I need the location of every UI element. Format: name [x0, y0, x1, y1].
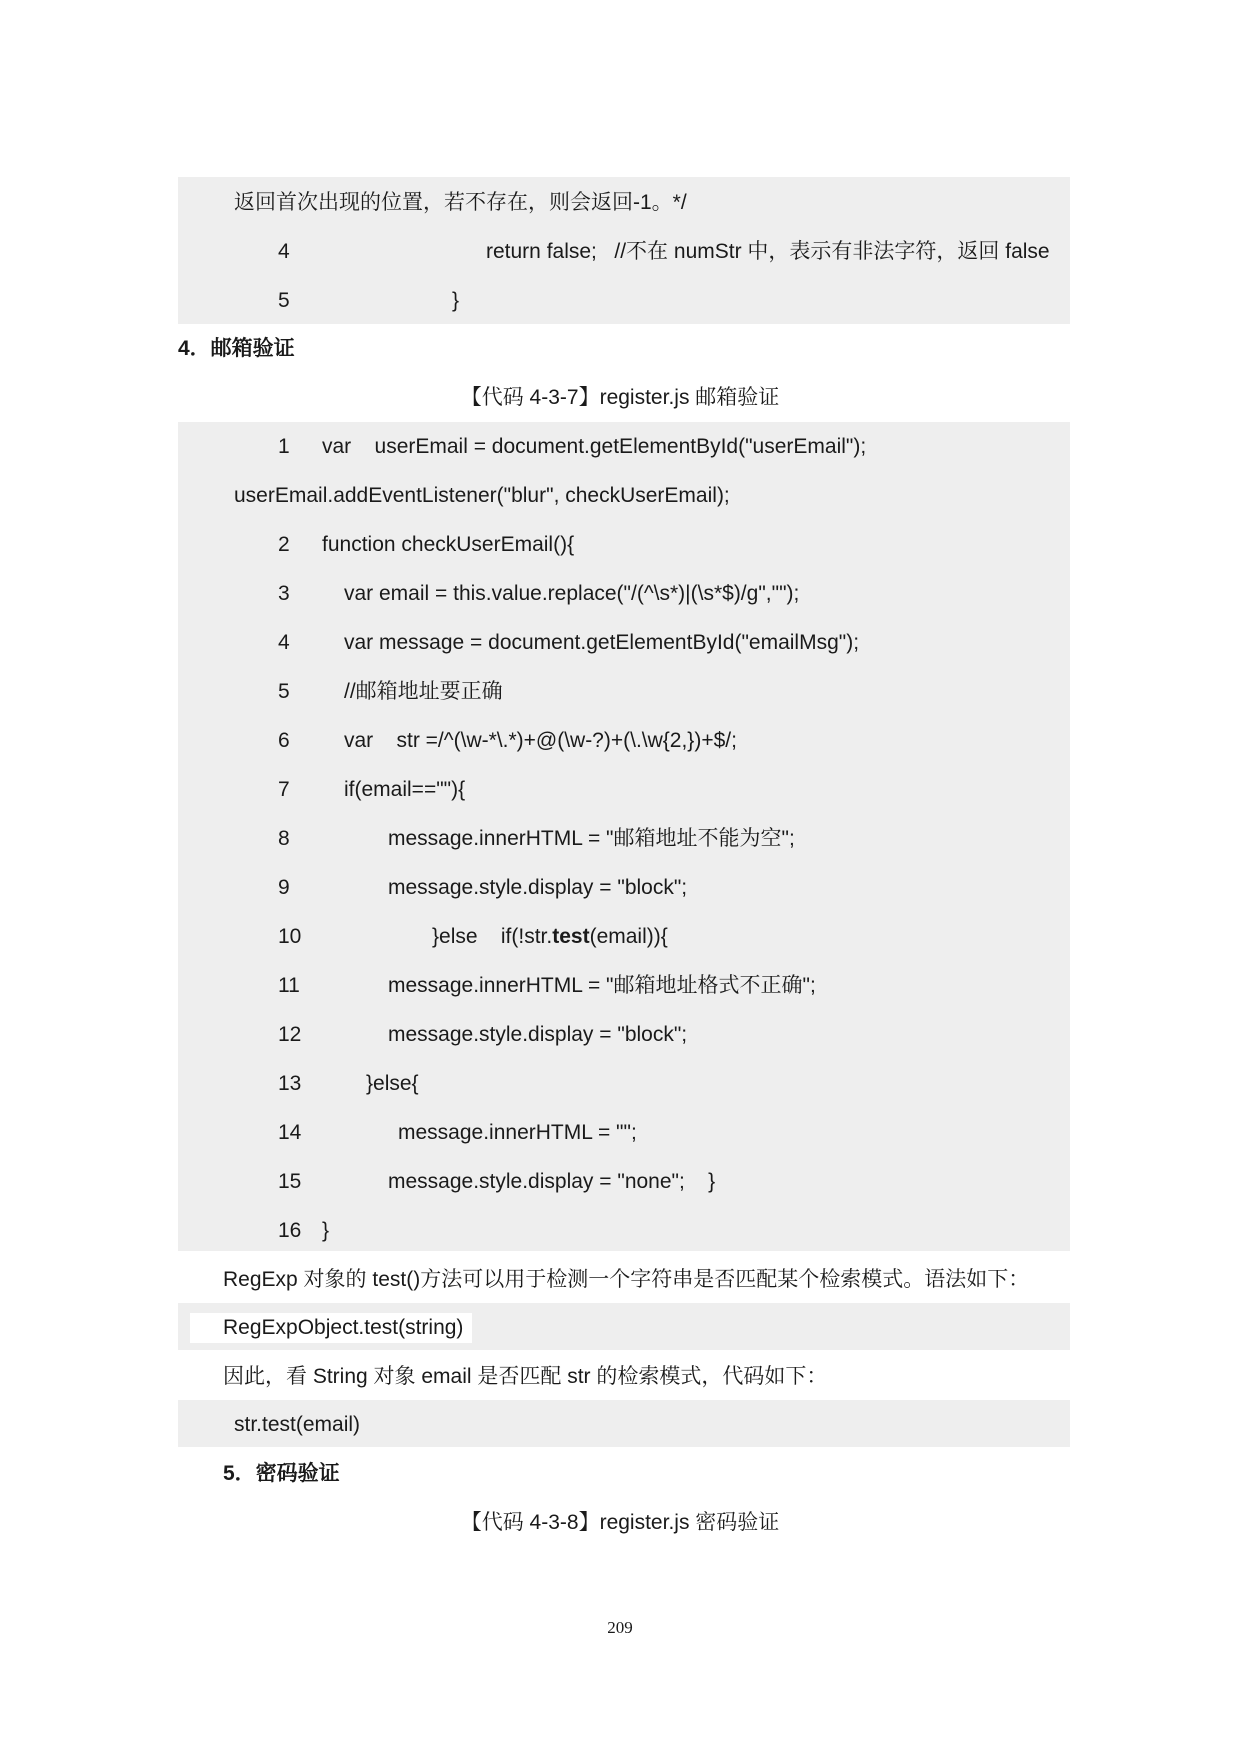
- code-line: message.innerHTML = "邮箱地址不能为空";: [388, 827, 795, 850]
- line-number: 4: [278, 631, 290, 654]
- example-line: str.test(email): [234, 1413, 361, 1436]
- line-number: 2: [278, 533, 290, 556]
- line-number: 12: [278, 1023, 302, 1046]
- line-number: 7: [278, 778, 290, 801]
- code-keyword-bold: test: [552, 925, 590, 948]
- paragraph-therefore: 因此，看 String 对象 email 是否匹配 str 的检索模式，代码如下：: [223, 1365, 828, 1388]
- code-line: message.innerHTML = "邮箱地址格式不正确";: [388, 974, 816, 997]
- code-line: message.style.display = "none"; }: [388, 1170, 716, 1193]
- code-line-continuation: userEmail.addEventListener("blur", checkUserEmail);: [234, 484, 730, 507]
- code-line: }: [452, 289, 460, 312]
- code-line: var str =/^(\w-*\.*)+@(\w-?)+(\.\w{2,})+$/;: [344, 729, 737, 752]
- line-number: 16: [278, 1219, 302, 1242]
- code-line: [432, 922, 668, 952]
- code-line: var message = document.getElementById("emailMsg");: [344, 631, 860, 654]
- line-number: 8: [278, 827, 290, 850]
- line-number: 1: [278, 435, 290, 458]
- line-number: 15: [278, 1170, 302, 1193]
- page-number: 209: [607, 1618, 633, 1637]
- code-line: //邮箱地址要正确: [344, 680, 503, 703]
- code-caption: 【代码 4-3-8】register.js 密码验证: [460, 1511, 780, 1534]
- code-line: var email = this.value.replace("/(^\s*)|(\s*$)/g","");: [344, 582, 800, 605]
- syntax-line: RegExpObject.test(string): [223, 1316, 464, 1339]
- line-number: 5: [278, 680, 290, 703]
- code-line: }else{: [366, 1072, 419, 1095]
- line-number: 4: [278, 240, 290, 263]
- code-comment-tail: 返回首次出现的位置，若不存在，则会返回-1。*/: [234, 191, 687, 214]
- line-number: 3: [278, 582, 290, 605]
- code-line: }: [322, 1219, 330, 1242]
- code-segment: (email)){: [589, 925, 668, 948]
- paragraph-regexp: RegExp 对象的 test()方法可以用于检测一个字符串是否匹配某个检索模式。语法如下：: [223, 1268, 1030, 1291]
- code-line: message.innerHTML = "";: [398, 1121, 637, 1144]
- line-number: 6: [278, 729, 290, 752]
- line-number: 10: [278, 925, 302, 948]
- line-number: 14: [278, 1121, 302, 1144]
- line-number: 11: [278, 974, 300, 997]
- code-line: var userEmail = document.getElementById("userEmail");: [322, 435, 867, 458]
- section-heading: 4．邮箱验证: [178, 337, 295, 360]
- code-line: function checkUserEmail(){: [322, 533, 575, 556]
- code-line: message.style.display = "block";: [388, 1023, 688, 1046]
- code-caption: 【代码 4-3-7】register.js 邮箱验证: [460, 386, 780, 409]
- line-number: 5: [278, 289, 290, 312]
- code-line: return false; //不在 numStr 中，表示有非法字符，返回 false: [486, 240, 1050, 263]
- line-number: 13: [278, 1072, 302, 1095]
- code-line: message.style.display = "block";: [388, 876, 688, 899]
- code-line: if(email==""){: [344, 778, 466, 801]
- section-heading: 5．密码验证: [223, 1462, 340, 1485]
- code-segment: }else if(!str.: [432, 925, 553, 948]
- line-number: 9: [278, 876, 290, 899]
